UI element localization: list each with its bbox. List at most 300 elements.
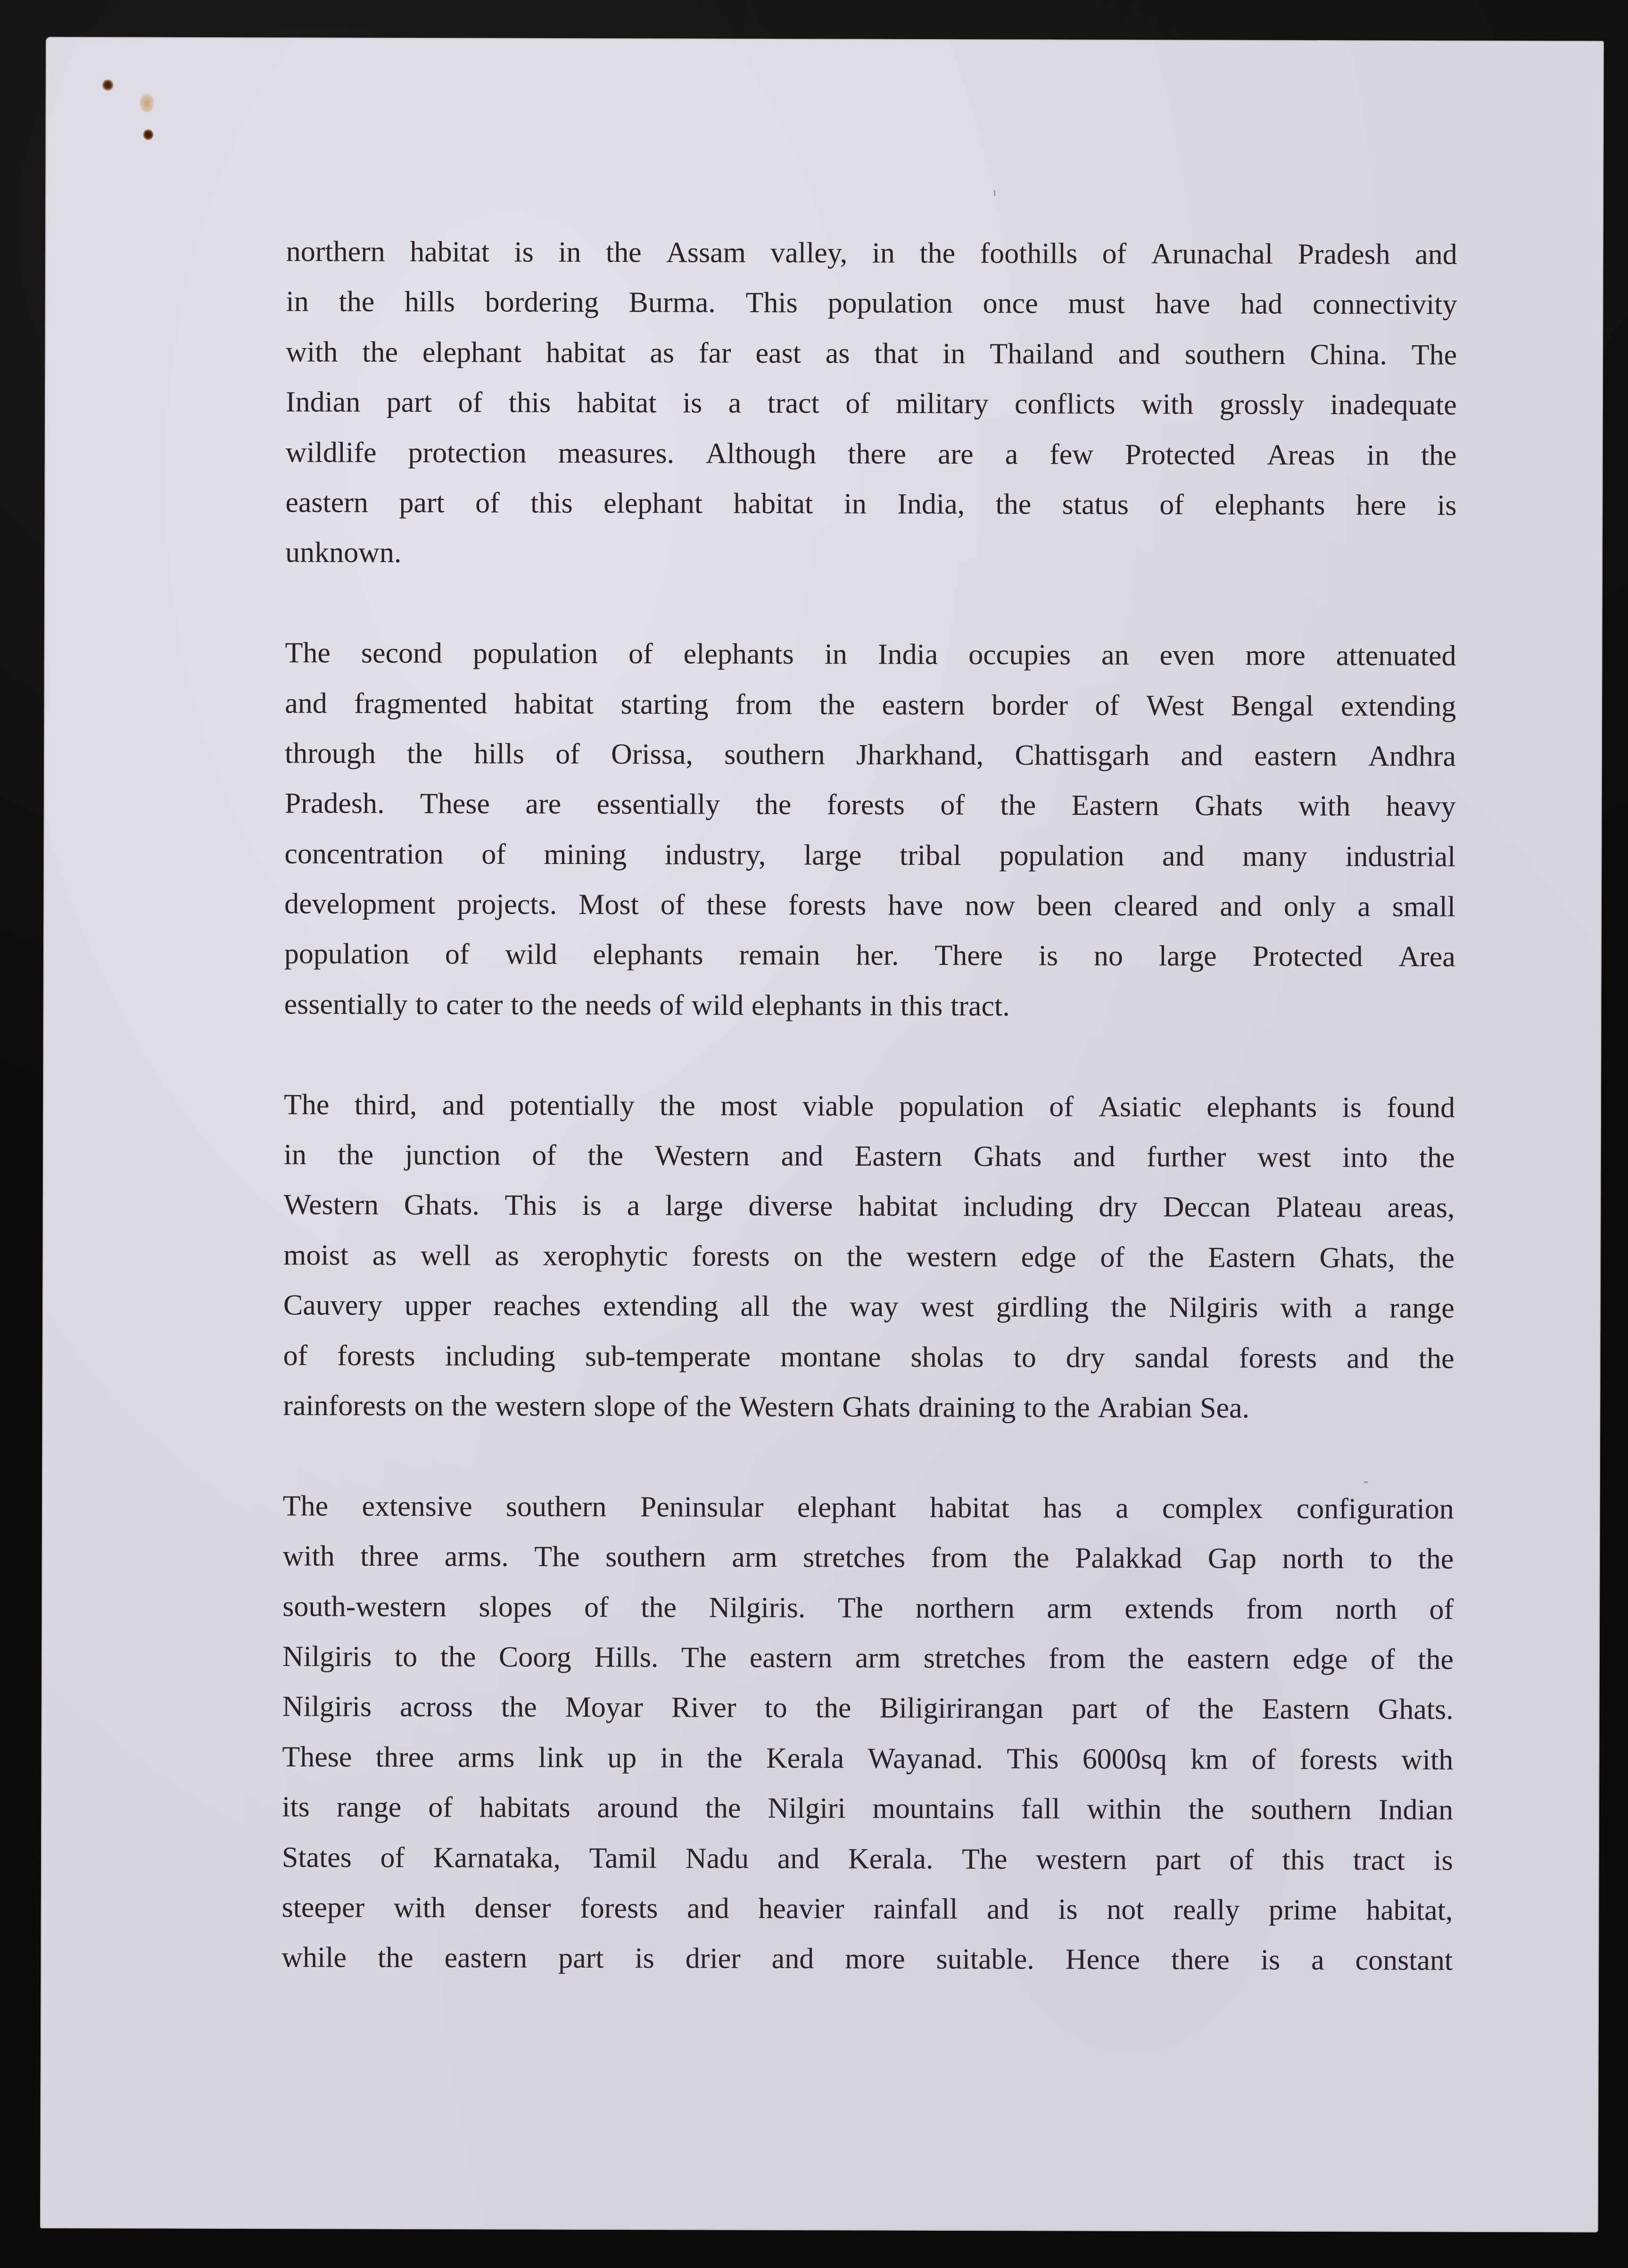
- word: is: [1038, 939, 1058, 972]
- word: heavy: [1386, 790, 1456, 823]
- word: forests: [826, 789, 905, 822]
- word: Orissa,: [611, 738, 694, 771]
- word: the: [755, 789, 792, 821]
- word: eastern: [444, 1942, 528, 1974]
- word: habitat: [930, 1491, 1009, 1524]
- word: drier: [685, 1942, 741, 1975]
- word: Arabian: [1098, 1391, 1192, 1424]
- word: the: [407, 737, 443, 770]
- word: Palakkad: [1074, 1542, 1182, 1575]
- text-line: [286, 427, 1457, 481]
- word: way: [849, 1290, 899, 1323]
- word: forests: [580, 1892, 658, 1925]
- word: east: [755, 337, 802, 369]
- text-line: [286, 277, 1457, 330]
- word: to: [1013, 1341, 1036, 1374]
- word: Pradesh: [1297, 238, 1390, 271]
- word: inadequate: [1330, 389, 1457, 422]
- word: south-western: [282, 1590, 447, 1623]
- word: of: [475, 487, 500, 519]
- word: really: [1173, 1894, 1240, 1926]
- word: conflicts: [1014, 388, 1116, 421]
- word: the: [819, 688, 855, 721]
- word: and: [285, 687, 327, 720]
- word: Although: [705, 437, 817, 470]
- word: no: [1093, 940, 1124, 972]
- word: montane: [780, 1340, 881, 1373]
- word: India,: [897, 488, 965, 521]
- word: sub-temperate: [585, 1340, 751, 1373]
- word: stretches: [923, 1642, 1026, 1675]
- word: sandal: [1134, 1341, 1209, 1374]
- word: eastern: [1254, 739, 1337, 773]
- word: and: [1118, 338, 1161, 370]
- word: Indian: [1378, 1794, 1454, 1826]
- punch-hole-stain-icon: [143, 129, 153, 141]
- word: needs: [585, 989, 652, 1022]
- text-line: [282, 1782, 1453, 1835]
- word: forests: [788, 889, 867, 922]
- word: Area: [1398, 940, 1455, 973]
- word: including: [963, 1190, 1074, 1223]
- word: Nilgiris: [1168, 1291, 1258, 1324]
- word: few: [1050, 438, 1094, 471]
- word: and: [1073, 1140, 1116, 1173]
- word: with: [1298, 790, 1351, 822]
- word: border: [992, 689, 1068, 722]
- word: 6000sq: [1082, 1743, 1167, 1775]
- text-line: [283, 1230, 1454, 1283]
- text-line: [286, 327, 1457, 380]
- word: the: [362, 336, 398, 368]
- word: arms: [457, 1741, 515, 1774]
- word: even: [1159, 639, 1215, 672]
- word: population: [999, 839, 1124, 872]
- word: Peninsular: [640, 1491, 764, 1523]
- word: diverse: [748, 1190, 833, 1222]
- word: and: [781, 1140, 824, 1172]
- word: potentially: [509, 1089, 635, 1122]
- word: mountains: [872, 1792, 994, 1825]
- word: essentially: [284, 988, 408, 1021]
- word: of: [1049, 1090, 1074, 1123]
- word: the: [541, 989, 578, 1021]
- word: a: [1357, 890, 1371, 923]
- word: link: [538, 1741, 584, 1774]
- word: starting: [620, 688, 709, 721]
- word: Burma.: [628, 286, 716, 319]
- word: the: [1421, 439, 1457, 472]
- word: once: [983, 287, 1038, 320]
- word: habitat: [514, 688, 594, 720]
- word: western: [906, 1240, 998, 1273]
- word: well: [420, 1239, 471, 1272]
- word: second: [361, 637, 443, 670]
- text-line: [282, 1581, 1454, 1635]
- word: remain: [739, 939, 820, 972]
- word: Nilgiris.: [709, 1591, 806, 1624]
- word: The: [962, 1843, 1008, 1875]
- word: Ghats,: [1319, 1241, 1395, 1274]
- word: rainfall: [873, 1893, 958, 1925]
- word: part: [1072, 1693, 1117, 1725]
- word: cleared: [1114, 890, 1198, 922]
- word: Eastern: [854, 1140, 942, 1173]
- word: on: [414, 1390, 444, 1422]
- word: wild: [505, 939, 557, 971]
- word: concentration: [284, 838, 444, 870]
- word: three: [375, 1741, 434, 1773]
- word: industrial: [1345, 840, 1456, 873]
- word: mining: [544, 838, 627, 871]
- word: of: [445, 938, 470, 971]
- word: in: [558, 236, 581, 268]
- word: within: [1087, 1793, 1162, 1826]
- word: only: [1283, 890, 1336, 923]
- word: This: [504, 1189, 557, 1222]
- word: tract: [767, 387, 819, 420]
- word: up: [607, 1741, 637, 1774]
- word: northern: [286, 235, 385, 268]
- word: southern: [1251, 1793, 1352, 1826]
- word: the: [705, 1792, 741, 1824]
- text-line: [285, 728, 1456, 781]
- word: from: [1246, 1593, 1303, 1625]
- word: occupies: [968, 639, 1071, 671]
- word: States: [281, 1841, 352, 1874]
- word: is: [1437, 489, 1457, 522]
- word: the: [1419, 1141, 1455, 1174]
- word: These: [282, 1741, 352, 1773]
- word: in: [869, 989, 893, 1022]
- word: from: [735, 688, 793, 721]
- word: and: [1162, 839, 1205, 872]
- word: and: [442, 1088, 485, 1122]
- word: Areas: [1267, 439, 1335, 471]
- word: Ghats: [842, 1391, 911, 1423]
- word: The: [534, 1540, 580, 1573]
- word: the: [587, 1139, 624, 1172]
- text-line: [281, 1933, 1453, 1986]
- word: protection: [408, 436, 527, 469]
- word: elephants: [593, 939, 703, 972]
- word: This: [1007, 1743, 1059, 1775]
- word: the: [919, 237, 956, 270]
- word: essentially: [596, 788, 720, 821]
- word: with: [393, 1891, 446, 1924]
- word: and: [1220, 890, 1262, 922]
- word: range: [1389, 1292, 1454, 1325]
- word: southern: [605, 1541, 706, 1573]
- word: west: [1257, 1141, 1311, 1174]
- word: eastern: [1187, 1643, 1270, 1675]
- word: is: [514, 236, 534, 268]
- text-line: [282, 1732, 1453, 1785]
- paragraph-third-population: [283, 1080, 1455, 1434]
- word: have: [1155, 288, 1211, 320]
- word: as: [650, 337, 675, 369]
- word: western: [1035, 1843, 1127, 1876]
- word: is: [1433, 1844, 1453, 1877]
- word: of: [555, 738, 580, 770]
- word: Tamil: [589, 1842, 657, 1874]
- word: Pradesh.: [284, 787, 385, 820]
- word: the: [1128, 1642, 1165, 1675]
- word: across: [400, 1691, 473, 1723]
- word: part: [1155, 1843, 1201, 1876]
- word: and: [1181, 739, 1223, 772]
- text-line: [285, 477, 1456, 531]
- word: The: [283, 1088, 330, 1121]
- word: this: [508, 386, 551, 419]
- word: West: [1146, 689, 1204, 722]
- word: all: [740, 1290, 770, 1323]
- word: this: [900, 989, 943, 1022]
- word: Eastern: [1207, 1241, 1296, 1274]
- word: edge: [1292, 1643, 1348, 1676]
- word: with: [1280, 1292, 1332, 1324]
- word: km: [1190, 1743, 1228, 1776]
- word: and: [777, 1842, 820, 1875]
- text-line: [283, 1330, 1454, 1384]
- word: denser: [474, 1892, 551, 1924]
- word: Nilgiri: [768, 1792, 846, 1825]
- word: the: [815, 1692, 851, 1724]
- word: bordering: [485, 286, 599, 319]
- word: in: [843, 488, 867, 520]
- word: as: [825, 337, 850, 370]
- word: development: [284, 888, 436, 921]
- word: Eastern: [1262, 1693, 1350, 1726]
- word: elephant: [603, 487, 703, 520]
- word: far: [698, 337, 731, 369]
- word: habitat: [410, 236, 490, 268]
- word: forests: [1239, 1342, 1317, 1374]
- word: of: [532, 1139, 556, 1171]
- word: reaches: [493, 1289, 581, 1322]
- text-line: [282, 1531, 1454, 1584]
- word: projects.: [457, 888, 557, 921]
- word: including: [445, 1339, 555, 1372]
- word: The: [282, 1490, 329, 1522]
- word: more: [845, 1943, 905, 1976]
- word: in: [942, 337, 966, 370]
- word: further: [1146, 1141, 1226, 1173]
- word: the: [1000, 789, 1036, 822]
- word: forests: [1299, 1743, 1378, 1776]
- word: The: [1411, 339, 1457, 371]
- word: habitat: [858, 1190, 938, 1223]
- word: rainforests: [283, 1389, 407, 1422]
- word: of: [1100, 1241, 1125, 1273]
- word: hills: [405, 286, 455, 318]
- word: while: [281, 1941, 347, 1974]
- punch-hole-stain-icon: [102, 79, 114, 91]
- word: extensive: [362, 1490, 472, 1523]
- text-line: [285, 628, 1456, 681]
- word: the: [792, 1290, 828, 1323]
- word: western: [495, 1390, 586, 1422]
- word: the: [641, 1591, 677, 1624]
- word: of: [481, 838, 506, 871]
- word: Eastern: [1071, 789, 1159, 822]
- word: many: [1242, 840, 1307, 872]
- word: from: [1049, 1642, 1106, 1675]
- text-line: [284, 879, 1455, 932]
- word: Nilgiris: [282, 1690, 372, 1723]
- word: River: [671, 1691, 736, 1724]
- word: fall: [1021, 1793, 1060, 1825]
- word: of: [1370, 1643, 1395, 1676]
- text-line: [284, 1080, 1455, 1133]
- word: as: [495, 1239, 520, 1272]
- word: habitats: [479, 1791, 570, 1824]
- text-line: [282, 1832, 1453, 1886]
- word: hills: [473, 738, 524, 770]
- word: to: [1024, 1391, 1047, 1424]
- text-line: [285, 528, 1456, 581]
- word: Sea.: [1199, 1392, 1250, 1424]
- word: arm: [855, 1642, 901, 1674]
- word: is: [582, 1189, 602, 1222]
- word: range: [336, 1791, 402, 1824]
- paper-speck: [994, 190, 995, 196]
- word: eastern: [749, 1641, 833, 1674]
- word: as: [372, 1239, 397, 1271]
- word: a: [1116, 1492, 1129, 1524]
- text-line: [284, 929, 1455, 982]
- word: Assam: [666, 236, 746, 269]
- word: arm: [1047, 1592, 1092, 1625]
- text-line: [285, 678, 1456, 731]
- word: large: [803, 839, 862, 872]
- word: of: [1145, 1693, 1170, 1725]
- word: and: [987, 1893, 1029, 1926]
- word: elephant: [797, 1491, 896, 1524]
- word: a: [728, 387, 742, 420]
- text-line: [284, 829, 1455, 882]
- word: the: [605, 236, 642, 269]
- word: in: [286, 285, 309, 318]
- word: population: [827, 287, 953, 320]
- word: slope: [594, 1390, 656, 1423]
- paragraph-southern-peninsular-habitat: [281, 1481, 1454, 1986]
- word: the: [1188, 1793, 1224, 1826]
- text-line: [284, 1130, 1455, 1183]
- word: had: [1240, 288, 1283, 321]
- word: the: [706, 1742, 743, 1774]
- word: small: [1392, 890, 1456, 923]
- word: of: [1102, 237, 1127, 270]
- word: Ghats: [1194, 789, 1263, 822]
- word: The: [837, 1591, 884, 1624]
- word: elephants: [751, 989, 862, 1022]
- word: xerophytic: [543, 1239, 668, 1272]
- word: there: [1171, 1944, 1230, 1976]
- word: Nilgiris: [282, 1640, 372, 1673]
- text-line: [284, 979, 1455, 1032]
- word: industry,: [664, 839, 766, 871]
- word: is: [1342, 1091, 1362, 1123]
- word: population: [472, 637, 598, 670]
- word: the: [695, 1390, 732, 1423]
- word: viable: [802, 1089, 874, 1122]
- word: edge: [1021, 1241, 1076, 1273]
- word: Ghats: [973, 1140, 1042, 1173]
- word: on: [793, 1240, 823, 1273]
- word: part: [558, 1942, 604, 1975]
- word: the: [1013, 1542, 1050, 1574]
- word: fragmented: [354, 687, 488, 720]
- word: with: [1141, 388, 1194, 421]
- word: in: [660, 1742, 683, 1774]
- word: elephants: [1215, 489, 1325, 522]
- word: third,: [354, 1088, 417, 1121]
- word: of: [845, 387, 870, 420]
- word: tribal: [899, 839, 961, 872]
- word: girdling: [996, 1291, 1089, 1324]
- word: the: [659, 1089, 695, 1122]
- word: to: [415, 988, 438, 1021]
- word: grossly: [1219, 388, 1304, 421]
- word: configuration: [1296, 1492, 1454, 1525]
- word: Kerala.: [848, 1842, 934, 1875]
- word: Arunachal: [1151, 238, 1273, 270]
- word: Andhra: [1368, 740, 1456, 773]
- word: part: [399, 486, 445, 519]
- word: Jharkhand,: [856, 739, 984, 772]
- word: forests: [692, 1240, 770, 1272]
- word: of: [380, 1841, 405, 1874]
- text-line: [281, 1882, 1453, 1936]
- word: are: [525, 788, 562, 821]
- word: a: [1311, 1944, 1324, 1977]
- word: Western: [739, 1390, 835, 1423]
- word: forests: [337, 1339, 415, 1372]
- word: these: [706, 889, 767, 922]
- word: Hills.: [594, 1641, 659, 1674]
- text-line: [286, 226, 1457, 280]
- text-line: [283, 1180, 1454, 1233]
- word: extends: [1124, 1592, 1214, 1625]
- word: Moyar: [565, 1691, 644, 1724]
- word: the: [846, 1240, 883, 1273]
- word: of: [1095, 689, 1120, 722]
- word: the: [1418, 1543, 1454, 1575]
- word: most: [720, 1089, 777, 1122]
- word: of: [1251, 1743, 1276, 1776]
- word: around: [597, 1792, 678, 1824]
- word: population: [899, 1090, 1025, 1123]
- word: of: [1229, 1844, 1254, 1876]
- word: dry: [1066, 1341, 1105, 1374]
- word: of: [940, 789, 965, 822]
- word: habitat: [733, 487, 813, 520]
- word: habitat,: [1366, 1894, 1453, 1927]
- word: are: [937, 438, 974, 470]
- word: the: [501, 1691, 537, 1724]
- word: have: [888, 889, 943, 922]
- word: part: [386, 386, 432, 419]
- text-line: [283, 1481, 1454, 1534]
- word: with: [286, 336, 338, 368]
- word: in: [1366, 439, 1390, 472]
- word: her.: [856, 939, 899, 972]
- word: to: [764, 1692, 787, 1724]
- word: the: [995, 488, 1032, 521]
- word: Most: [578, 889, 639, 921]
- word: Protected: [1252, 940, 1363, 973]
